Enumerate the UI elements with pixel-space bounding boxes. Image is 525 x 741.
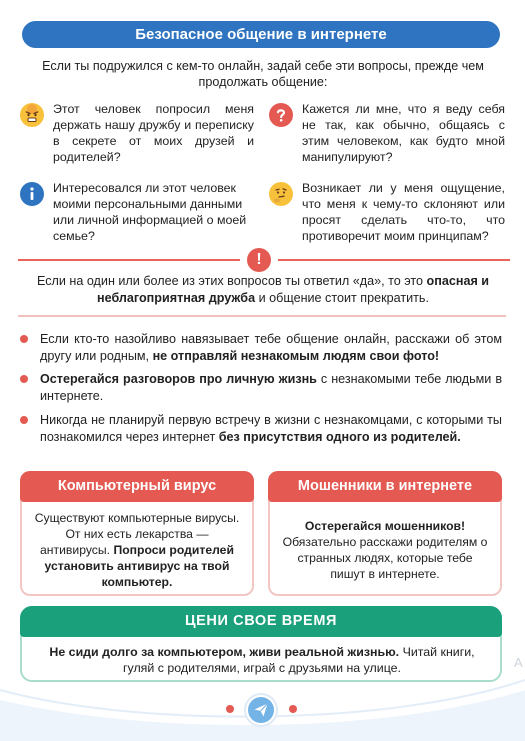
conclusion-text — [16, 273, 510, 307]
question-personal-data — [20, 180, 254, 244]
question-text: Интересовался ли этот человек моими персональными данными или личной информацией о моей семье? — [53, 181, 247, 243]
page-title: Безопасное общение в интернете — [22, 21, 500, 48]
virus-card — [20, 471, 254, 596]
virus-card-title: Компьютерный вирус — [20, 471, 254, 502]
fraud-card — [268, 471, 502, 596]
bullet-bold: не отправляй незнакомым людям свои фото! — [152, 349, 440, 363]
list-item — [20, 371, 502, 405]
footer-dot-right — [289, 705, 297, 713]
intro-text: Если ты подружился с кем-то онлайн, задай себе эти вопросы, прежде чем продолжать общение: — [42, 59, 484, 89]
bullet-bold: без присутствия одного из родителей. — [218, 430, 461, 444]
question-mark-icon — [269, 103, 293, 127]
bullet-text-end: с незнакомыми тебе людьми в интернете. — [40, 372, 503, 403]
question-text: Кажется ли мне, что я веду себя не так, как обычно, общаясь с этим человеком, как будто мной манипулируют? — [302, 102, 505, 164]
conclusion-bold: опасная и неблагоприятная дружба — [97, 274, 490, 305]
value-time-title: ЦЕНИ СВОЕ ВРЕМЯ — [20, 606, 502, 637]
bullet-dot-icon — [20, 375, 28, 383]
conclusion-before: Если на один или более из этих вопросов ты ответил «да», то это — [36, 274, 427, 288]
list-item-text — [40, 371, 502, 405]
warning-icon: ! — [247, 248, 271, 272]
virus-card-text: Существуют компьютерные вирусы. От них есть лекарства — антивирусы. — [34, 511, 240, 557]
list-item-text — [40, 331, 502, 365]
virus-card-bold: Попроси родителей установить антивирус на твой компьютер. — [44, 543, 234, 589]
list-item — [20, 412, 502, 446]
bullet-dot-icon — [20, 335, 28, 343]
question-text: Этот человек попросил меня держать нашу дружбу и переписку в секрете от моих друзей и родителей? — [53, 102, 254, 164]
footer-badge — [244, 693, 278, 727]
paper-plane-icon — [248, 697, 274, 723]
bullet-bold: Остерегайся разговоров про личную жизнь — [40, 372, 317, 386]
bullet-text: Никогда не планируй первую встречу в жизни с незнакомцами, с которыми ты познакомился через интернет — [40, 413, 502, 444]
question-text: Возникает ли у меня ощущение, что меня к чему-то склоняют или просят сделать что-то, что противоречит моим принципам? — [302, 181, 505, 243]
footer-dot-left — [226, 705, 234, 713]
question-manipulation — [269, 101, 505, 165]
fraud-card-title: Мошенники в интернете — [268, 471, 502, 502]
conclusion-after: и общение стоит прекратить. — [255, 291, 429, 305]
value-time-bold: Не сиди долго за компьютером, живи реальной жизнью. — [49, 645, 400, 659]
divider-left — [18, 259, 240, 261]
question-pressure — [269, 180, 505, 244]
virus-card-body — [32, 510, 242, 590]
separator — [18, 315, 506, 317]
angry-face-icon — [20, 103, 44, 127]
info-icon — [20, 182, 44, 206]
fraud-card-bold: Остерегайся мошенников! — [304, 519, 466, 533]
fraud-card-text: Обязательно расскажи родителям о странных людях, которые тебе пишут в интернете. — [282, 535, 488, 581]
value-time-text: Читай книги, гуляй с родителями, играй с друзьями на улице. — [123, 645, 475, 675]
fraud-card-body — [280, 518, 490, 582]
thinking-face-icon — [269, 182, 293, 206]
bullet-dot-icon — [20, 416, 28, 424]
bullet-text: Если кто-то назойливо навязывает тебе общение онлайн, расскажи об этом другу или родным, — [40, 332, 502, 363]
list-item-text — [40, 412, 502, 446]
question-secret-friendship — [20, 101, 254, 165]
list-item — [20, 331, 502, 365]
divider-right — [278, 259, 510, 261]
page-edge-letter: А — [514, 655, 523, 670]
